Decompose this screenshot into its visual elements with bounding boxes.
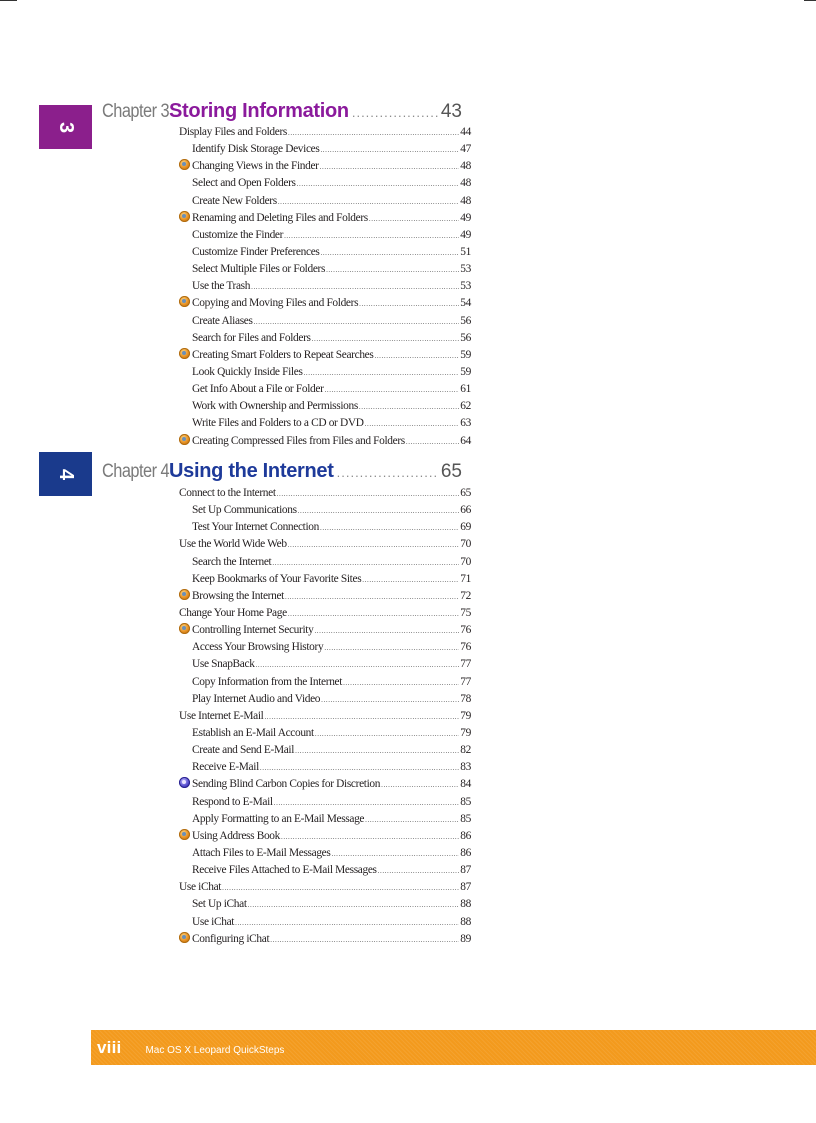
toc-entry-leader bbox=[277, 486, 460, 503]
toc-subentry[interactable] bbox=[178, 261, 471, 278]
toc-entry-title: Use SnapBack bbox=[192, 658, 255, 671]
toc-entry-title: Test Your Internet Connection bbox=[192, 521, 319, 534]
toc-entry-leader bbox=[343, 675, 459, 692]
toc-entry-page: 71 bbox=[460, 572, 471, 585]
toc-entry-title: Access Your Browsing History bbox=[192, 641, 324, 654]
toc-entry-title: Use the World Wide Web bbox=[179, 538, 287, 551]
quickstep-icon bbox=[179, 211, 190, 222]
toc-subentry[interactable] bbox=[178, 862, 471, 879]
quickstep-toc-entry[interactable] bbox=[178, 433, 471, 450]
toc-entry-page: 48 bbox=[460, 194, 471, 207]
toc-entry-leader bbox=[359, 399, 459, 416]
toc-entry[interactable] bbox=[178, 605, 471, 622]
chapter-3-leader bbox=[352, 105, 438, 120]
toc-entry-leader bbox=[312, 331, 460, 348]
chapter-3-tab-number: 3 bbox=[55, 121, 77, 133]
toc-entry-leader bbox=[298, 503, 460, 520]
toc-entry-title: Use Internet E-Mail bbox=[179, 709, 264, 722]
toc-subentry[interactable] bbox=[178, 193, 471, 210]
toc-entry-leader bbox=[374, 348, 459, 365]
toc-entry-title: Creating Compressed Files from Files and Folders bbox=[192, 434, 405, 447]
toc-entry-title: Search the Internet bbox=[192, 555, 272, 568]
toc-subentry[interactable] bbox=[178, 278, 471, 295]
toc-subentry[interactable] bbox=[178, 742, 471, 759]
toc-entry-leader bbox=[260, 760, 459, 777]
toc-entry-page: 83 bbox=[460, 761, 471, 774]
toc-entry-title: Sending Blind Carbon Copies for Discretion bbox=[192, 778, 381, 791]
toc-entry-leader bbox=[256, 657, 460, 674]
toc-subentry[interactable] bbox=[178, 674, 471, 691]
toc-entry-title: Work with Ownership and Permissions bbox=[192, 400, 358, 413]
toc-entry-leader bbox=[295, 743, 459, 760]
toc-entry-page: 64 bbox=[460, 434, 471, 447]
toc-entry-leader bbox=[320, 245, 459, 262]
toc-entry-page: 53 bbox=[460, 280, 471, 293]
toc-entry-page: 49 bbox=[460, 211, 471, 224]
toc-subentry[interactable] bbox=[178, 639, 471, 656]
toc-entry-page: 59 bbox=[460, 365, 471, 378]
toc-entry-title: Use iChat bbox=[192, 915, 235, 928]
toc-entry-title: Attach Files to E-Mail Messages bbox=[192, 846, 331, 859]
toc-entry-leader bbox=[285, 589, 459, 606]
toc-entry-page: 48 bbox=[460, 160, 471, 173]
toc-subentry[interactable] bbox=[178, 691, 471, 708]
toc-entry-title: Display Files and Folders bbox=[179, 126, 287, 138]
toc-entry-page: 72 bbox=[460, 589, 471, 602]
chapter-4-page: 65 bbox=[440, 461, 462, 482]
toc-entry-title: Creating Smart Folders to Repeat Searches bbox=[192, 348, 374, 361]
toc-entry-leader bbox=[314, 623, 459, 640]
toc-subentry[interactable] bbox=[178, 794, 471, 811]
toc-subentry[interactable] bbox=[178, 519, 471, 536]
toc-entry-leader bbox=[304, 365, 460, 382]
toc-entry-leader bbox=[288, 606, 459, 623]
toc-subentry[interactable] bbox=[178, 141, 471, 158]
toc-entry-leader bbox=[320, 520, 459, 537]
toc-entry-title: Use iChat bbox=[179, 881, 222, 894]
toc-entry-title: Play Internet Audio and Video bbox=[192, 692, 321, 705]
toc-entry-page: 77 bbox=[460, 675, 471, 688]
footer-book-title: Mac OS X Leopard QuickSteps bbox=[145, 1045, 285, 1056]
toc-entry-title: Create New Folders bbox=[192, 194, 277, 207]
toc-entry-title: Keep Bookmarks of Your Favorite Sites bbox=[192, 572, 362, 585]
toc-entry-title: Changing Views in the Finder bbox=[192, 160, 319, 173]
toc-entry-leader bbox=[365, 812, 459, 829]
toc-subentry[interactable] bbox=[178, 364, 471, 381]
chapter-4-tab[interactable] bbox=[39, 452, 92, 496]
toc-entry-leader bbox=[320, 159, 460, 176]
toc-entry-page: 75 bbox=[460, 606, 471, 619]
toc-entry-page: 56 bbox=[460, 331, 471, 344]
toc-subentry[interactable] bbox=[178, 811, 471, 828]
toc-entry-leader bbox=[406, 434, 459, 451]
toc-entry-page: 61 bbox=[460, 383, 471, 396]
toc-entry-leader bbox=[297, 176, 460, 193]
quickstep-toc-entry[interactable] bbox=[178, 776, 471, 793]
toc-subentry[interactable] bbox=[178, 845, 471, 862]
toc-subentry[interactable] bbox=[178, 914, 471, 931]
toc-entry-page: 82 bbox=[460, 744, 471, 757]
quickstep-icon bbox=[179, 932, 190, 943]
toc-entry-title: Receive Files Attached to E-Mail Messages bbox=[192, 864, 377, 877]
toc-entry-leader bbox=[321, 692, 459, 709]
toc-entry-page: 87 bbox=[460, 864, 471, 877]
quickstep-toc-entry[interactable] bbox=[178, 158, 471, 175]
toc-entry-title: Change Your Home Page bbox=[179, 606, 287, 619]
toc-entry-page: 66 bbox=[460, 504, 471, 517]
toc-entry[interactable] bbox=[178, 708, 471, 725]
toc-entry-page: 49 bbox=[460, 228, 471, 241]
toc-entry-title: Apply Formatting to an E-Mail Message bbox=[192, 812, 365, 825]
toc-entry-page: 53 bbox=[460, 263, 471, 276]
toc-entry-title: Copying and Moving Files and Folders bbox=[192, 297, 359, 310]
toc-entry-title: Respond to E-Mail bbox=[192, 795, 273, 808]
toc-entry-leader bbox=[325, 382, 460, 399]
toc-entry-title: Set Up iChat bbox=[192, 898, 247, 911]
quickstep-toc-entry[interactable] bbox=[178, 588, 471, 605]
toc-entry-page: 85 bbox=[460, 812, 471, 825]
toc-entry-page: 70 bbox=[460, 538, 471, 551]
toc-entry-page: 54 bbox=[460, 297, 471, 310]
toc-subentry[interactable] bbox=[178, 244, 471, 261]
toc-subentry[interactable] bbox=[178, 502, 471, 519]
footer-bar bbox=[91, 1030, 816, 1065]
toc-entry-page: 84 bbox=[460, 778, 471, 791]
toc-subentry[interactable] bbox=[178, 175, 471, 192]
chapter-4-title: Using the Internet bbox=[169, 460, 334, 482]
toc-entry-leader bbox=[222, 880, 459, 897]
toc-entry-leader bbox=[378, 863, 460, 880]
toc-entry-leader bbox=[315, 726, 459, 743]
toc-entry[interactable] bbox=[178, 124, 471, 141]
toc-entry-title: Establish an E-Mail Account bbox=[192, 726, 314, 739]
quickstep-toc-entry[interactable] bbox=[178, 295, 471, 312]
toc-entry-title: Customize the Finder bbox=[192, 228, 284, 241]
toc-entry-title: Create and Send E-Mail bbox=[192, 744, 295, 757]
toc-entry-title: Copy Information from the Internet bbox=[192, 675, 343, 688]
quickstep-icon bbox=[179, 348, 190, 359]
toc-subentry[interactable] bbox=[178, 554, 471, 571]
toc-entry-leader bbox=[369, 211, 459, 228]
toc-entry-page: 44 bbox=[460, 126, 471, 138]
toc-subentry[interactable] bbox=[178, 415, 471, 432]
toc-entry-leader bbox=[272, 555, 459, 572]
toc-entry-leader bbox=[251, 279, 459, 296]
quickstep-icon bbox=[179, 159, 190, 170]
toc-entry-leader bbox=[284, 228, 459, 245]
toc-entry-page: 76 bbox=[460, 641, 471, 654]
toc-entry-title: Browsing the Internet bbox=[192, 589, 284, 602]
quickstep-toc-entry[interactable] bbox=[178, 347, 471, 364]
toc-entry-page: 88 bbox=[460, 915, 471, 928]
toc-entry-page: 62 bbox=[460, 400, 471, 413]
toc-entry-page: 65 bbox=[460, 487, 471, 499]
quickstep-toc-entry[interactable] bbox=[178, 210, 471, 227]
toc-entry-page: 59 bbox=[460, 348, 471, 361]
chapter-3-title: Storing Information bbox=[169, 100, 349, 122]
toc-entry-title: Configuring iChat bbox=[192, 932, 270, 945]
toc-entry-leader bbox=[324, 640, 459, 657]
toc-entry-leader bbox=[320, 142, 459, 159]
toc-entry[interactable] bbox=[178, 879, 471, 896]
note-icon bbox=[179, 777, 190, 788]
toc-entry-title: Write Files and Folders to a CD or DVD bbox=[192, 417, 364, 430]
chapter-4-tab-number: 4 bbox=[55, 468, 77, 480]
toc-subentry[interactable] bbox=[178, 896, 471, 913]
toc-subentry[interactable] bbox=[178, 313, 471, 330]
chapter-4-label: Chapter 4 bbox=[102, 461, 170, 482]
quickstep-icon bbox=[179, 434, 190, 445]
toc-entry-page: 77 bbox=[460, 658, 471, 671]
toc-entry-page: 86 bbox=[460, 829, 471, 842]
toc-subentry[interactable] bbox=[178, 759, 471, 776]
quickstep-icon bbox=[179, 589, 190, 600]
toc-entry-page: 89 bbox=[460, 932, 471, 945]
toc-entry-leader bbox=[274, 795, 460, 812]
quickstep-icon bbox=[179, 829, 190, 840]
toc-entry-title: Connect to the Internet bbox=[179, 487, 276, 499]
toc-entry-page: 87 bbox=[460, 881, 471, 894]
toc-entry-title: Get Info About a File or Folder bbox=[192, 383, 324, 396]
toc-entry-leader bbox=[331, 846, 459, 863]
toc-entry-leader bbox=[281, 829, 459, 846]
crop-mark-right bbox=[804, 0, 816, 1]
toc-entry-page: 79 bbox=[460, 709, 471, 722]
toc-entry-title: Use the Trash bbox=[192, 280, 251, 293]
toc-entry-leader bbox=[326, 262, 459, 279]
toc-entry-page: 51 bbox=[460, 245, 471, 258]
toc-entry-title: Select and Open Folders bbox=[192, 177, 296, 190]
toc-entry-leader bbox=[264, 709, 459, 726]
toc-entry-title: Look Quickly Inside Files bbox=[192, 365, 303, 378]
crop-mark-left bbox=[0, 0, 17, 1]
toc-entry-page: 69 bbox=[460, 521, 471, 534]
toc-entry[interactable] bbox=[178, 536, 471, 553]
toc-entry-page: 70 bbox=[460, 555, 471, 568]
toc-entry-leader bbox=[381, 777, 459, 794]
toc-entry-title: Receive E-Mail bbox=[192, 761, 259, 774]
toc-subentry[interactable] bbox=[178, 571, 471, 588]
toc-entry-leader bbox=[235, 915, 459, 932]
quickstep-icon bbox=[179, 623, 190, 634]
chapter-3-tab[interactable] bbox=[39, 105, 92, 149]
toc-entry[interactable] bbox=[178, 485, 471, 502]
quickstep-toc-entry[interactable] bbox=[178, 622, 471, 639]
toc-entry-title: Using Address Book bbox=[192, 829, 280, 842]
toc-entry-leader bbox=[254, 314, 460, 331]
quickstep-toc-entry[interactable] bbox=[178, 828, 471, 845]
toc-entry-page: 78 bbox=[460, 692, 471, 705]
toc-entry-leader bbox=[270, 932, 459, 949]
toc-entry-title: Search for Files and Folders bbox=[192, 331, 311, 344]
toc-entry-title: Set Up Communications bbox=[192, 504, 297, 517]
chapter-4-leader bbox=[337, 465, 438, 480]
toc-entry-page: 56 bbox=[460, 314, 471, 327]
toc-entry-page: 48 bbox=[460, 177, 471, 190]
toc-entry-page: 86 bbox=[460, 846, 471, 859]
toc-entry-title: Renaming and Deleting Files and Folders bbox=[192, 211, 368, 224]
toc-entry-page: 88 bbox=[460, 898, 471, 911]
toc-entry-leader bbox=[278, 194, 459, 211]
toc-entry-title: Controlling Internet Security bbox=[192, 624, 314, 637]
chapter-3-label: Chapter 3 bbox=[102, 101, 170, 122]
toc-entry-page: 63 bbox=[460, 417, 471, 430]
toc-subentry[interactable] bbox=[178, 227, 471, 244]
toc-subentry[interactable] bbox=[178, 381, 471, 398]
chapter-3-page: 43 bbox=[440, 101, 462, 122]
toc-entry-leader bbox=[248, 897, 460, 914]
toc-entry-leader bbox=[359, 296, 459, 313]
quickstep-toc-entry[interactable] bbox=[178, 931, 471, 948]
toc-subentry[interactable] bbox=[178, 656, 471, 673]
toc-entry-page: 85 bbox=[460, 795, 471, 808]
footer-page-number: viii bbox=[97, 1037, 122, 1057]
toc-entry-title: Customize Finder Preferences bbox=[192, 245, 320, 258]
toc-entry-leader bbox=[365, 416, 460, 433]
toc-entry-title: Create Aliases bbox=[192, 314, 253, 327]
toc-entry-page: 76 bbox=[460, 624, 471, 637]
toc-entry-leader bbox=[288, 125, 459, 142]
quickstep-icon bbox=[179, 296, 190, 307]
toc-entry-title: Select Multiple Files or Folders bbox=[192, 263, 326, 276]
toc-entry-page: 47 bbox=[460, 143, 471, 156]
toc-subentry[interactable] bbox=[178, 398, 471, 415]
toc-entry-title: Identify Disk Storage Devices bbox=[192, 143, 320, 156]
toc-entry-leader bbox=[288, 537, 460, 554]
toc-subentry[interactable] bbox=[178, 330, 471, 347]
chapter-4-entries bbox=[178, 485, 471, 948]
chapter-3-entries bbox=[178, 124, 471, 450]
toc-subentry[interactable] bbox=[178, 725, 471, 742]
toc-entry-leader bbox=[362, 572, 459, 589]
toc-entry-page: 79 bbox=[460, 726, 471, 739]
